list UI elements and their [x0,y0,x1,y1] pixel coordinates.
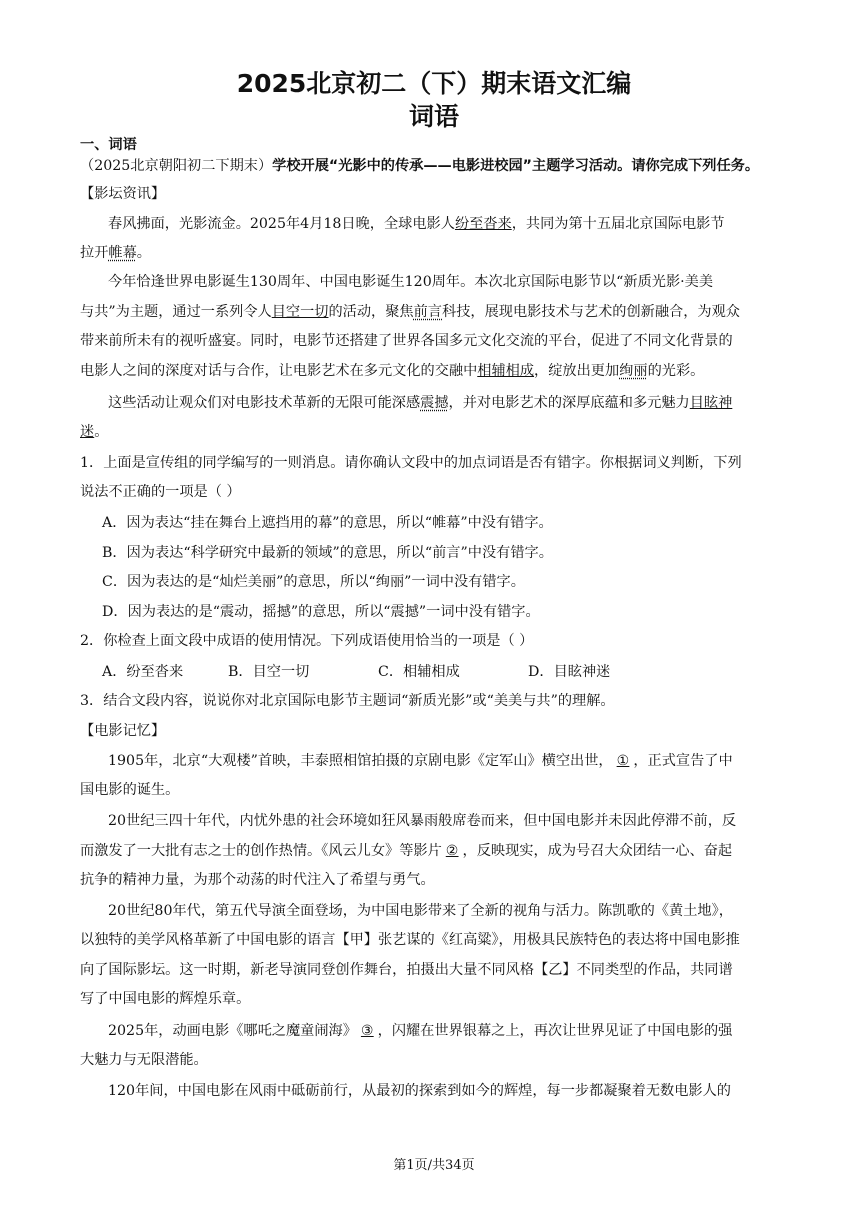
text-span: 与共”为主题，通过一系列令人 [80,304,272,320]
question-1-stem: 说法不正确的一项是（ ） [80,484,241,500]
memory-paragraph-line: 抗争的精神力量，为那个动荡的时代注入了希望与勇气。 [80,872,435,888]
dotted-word: 绚丽 [619,363,648,379]
memory-paragraph-line [80,1021,792,1041]
memory-paragraph-line: 120年间，中国电影在风雨中砥砺前行，从最初的探索到如今的辉煌，每一步都凝聚着无数电影人的 [108,1083,731,1099]
blank-2: ② [445,843,459,859]
document-subtitle: 词语 [408,102,459,131]
question-intro [80,156,792,176]
dotted-word: 帷幕 [108,245,137,261]
memory-paragraph-line [80,751,792,771]
question-3-stem: 3．结合文段内容，说说你对北京国际电影节主题词“新质光影”或“美美与共”的理解。 [80,693,615,709]
text-span: 的光彩。 [647,363,705,379]
question-2-stem: 2．你检查上面文段中成语的使用情况。下列成语使用恰当的一项是（ ） [80,633,534,649]
page-number: 第1页/共34页 [393,1158,475,1173]
memory-paragraph-line: 写了中国电影的辉煌乐章。 [80,991,251,1007]
text-span: 2025年，动画电影《哪吒之魔童闹海》 [108,1023,357,1039]
text-span: ，绽放出更加 [534,363,620,379]
dotted-word: 震撼 [420,395,449,411]
text-span: 。 [136,245,151,261]
news-heading: 【影坛资讯】 [80,186,166,202]
question-1-option-c: C．因为表达的是“灿烂美丽”的意思，所以“绚丽”一词中没有错字。 [102,574,525,590]
news-paragraph-line [80,214,792,234]
memory-paragraph-line: 大魅力与无限潜能。 [80,1052,208,1068]
text-span: 而激发了一大批有志之士的创作热情。《风云儿女》等影片 [80,843,442,859]
text-span: ，反映现实，成为号召大众团结一心、奋起 [462,843,733,859]
idiom-underlined: 目眩神 [689,395,733,411]
question-2-option-a: A．纷至沓来 [102,664,184,680]
memory-paragraph-line: 以独特的美学风格革新了中国电影的语言【甲】张艺谋的《红高粱》，用极具民族特色的表达将中国电影推 [80,932,740,948]
news-paragraph-line [80,361,792,381]
text-span: 科技，展现电影技术与艺术的创新融合，为观众 [442,304,740,320]
text-span: ，正式宣告了中 [633,753,733,769]
dotted-word: 前言 [413,304,442,320]
text-span: 的活动，聚焦 [328,304,414,320]
idiom-underlined: 目空一切 [271,304,329,320]
question-2-option-d: D．目眩神迷 [528,664,611,680]
section-heading: 一、词语 [80,137,137,153]
memory-paragraph-line: 国电影的诞生。 [80,782,180,798]
question-2-option-b: B．目空一切 [228,664,310,680]
text-span: ，共同为第十五届北京国际电影节 [511,216,725,232]
text-span: 拉开 [80,245,109,261]
memory-paragraph-line: 20世纪三四十年代，内忧外患的社会环境如狂风暴雨般席卷而来，但中国电影并未因此停滞不前，反 [108,813,737,829]
question-1-option-d: D．因为表达的是“震动，摇撼”的意思，所以“震撼”一词中没有错字。 [102,604,540,620]
text-span: 这些活动让观众们对电影技术革新的无限可能深感 [108,395,421,411]
question-source: （2025北京朝阳初二下期末） [80,158,273,174]
memory-paragraph-line: 向了国际影坛。这一时期，新老导演同登创作舞台，拍摄出大量不同风格【乙】不同类型的作品，共同谱 [80,962,733,978]
text-span: 电影人之间的深度对话与合作，让电影艺术在多元文化的交融中 [80,363,478,379]
text-span: 1905年，北京“大观楼”首映，丰泰照相馆拍摄的京剧电影《定军山》横空出世， [108,753,613,769]
news-paragraph-line [80,422,792,442]
question-1-option-a: A．因为表达“挂在舞台上遮挡用的幕”的意思，所以“帷幕”中没有错字。 [102,515,553,531]
memory-heading: 【电影记忆】 [80,723,166,739]
memory-paragraph-line [80,841,792,861]
question-1-option-b: B．因为表达“科学研究中最新的领域”的意思，所以“前言”中没有错字。 [102,545,553,561]
news-paragraph-line: 今年恰逢世界电影诞生130周年、中国电影诞生120周年。本次北京国际电影节以“新质光影·美美 [108,274,714,290]
text-span: 。 [94,424,109,440]
idiom-underlined: 相辅相成 [477,363,535,379]
news-paragraph-line: 带来前所未有的视听盛宴。同时，电影节还搭建了世界各国多元文化交流的平台，促进了不同文化背景的 [80,333,733,349]
text-span: 春风拂面，光影流金。2025年4月18日晚，全球电影人 [108,216,455,232]
news-paragraph-line [80,393,792,413]
text-span: ，并对电影艺术的深厚底蕴和多元魅力 [448,395,690,411]
text-span: ，闪耀在世界银幕之上，再次让世界见证了中国电影的强 [377,1023,733,1039]
news-paragraph-line [80,302,792,322]
question-task: 学校开展“光影中的传承——电影进校园”主题学习活动。请你完成下列任务。 [272,158,760,174]
idiom-underlined: 纷至沓来 [454,216,512,232]
question-2-options [80,662,792,682]
blank-3: ③ [360,1023,374,1039]
idiom-underlined: 迷 [80,424,95,440]
memory-paragraph-line: 20世纪80年代，第五代导演全面登场，为中国电影带来了全新的视角与活力。陈凯歌的《黄土地》， [108,903,733,919]
blank-1: ① [616,753,630,769]
document-title: 2025北京初二（下）期末语文汇编 [236,69,632,98]
question-2-option-c: C．相辅相成 [378,664,460,680]
question-1-stem: 1．上面是宣传组的同学编写的一则消息。请你确认文段中的加点词语是否有错字。你根据词义判断，下列 [80,455,742,471]
news-paragraph-line [80,243,792,263]
